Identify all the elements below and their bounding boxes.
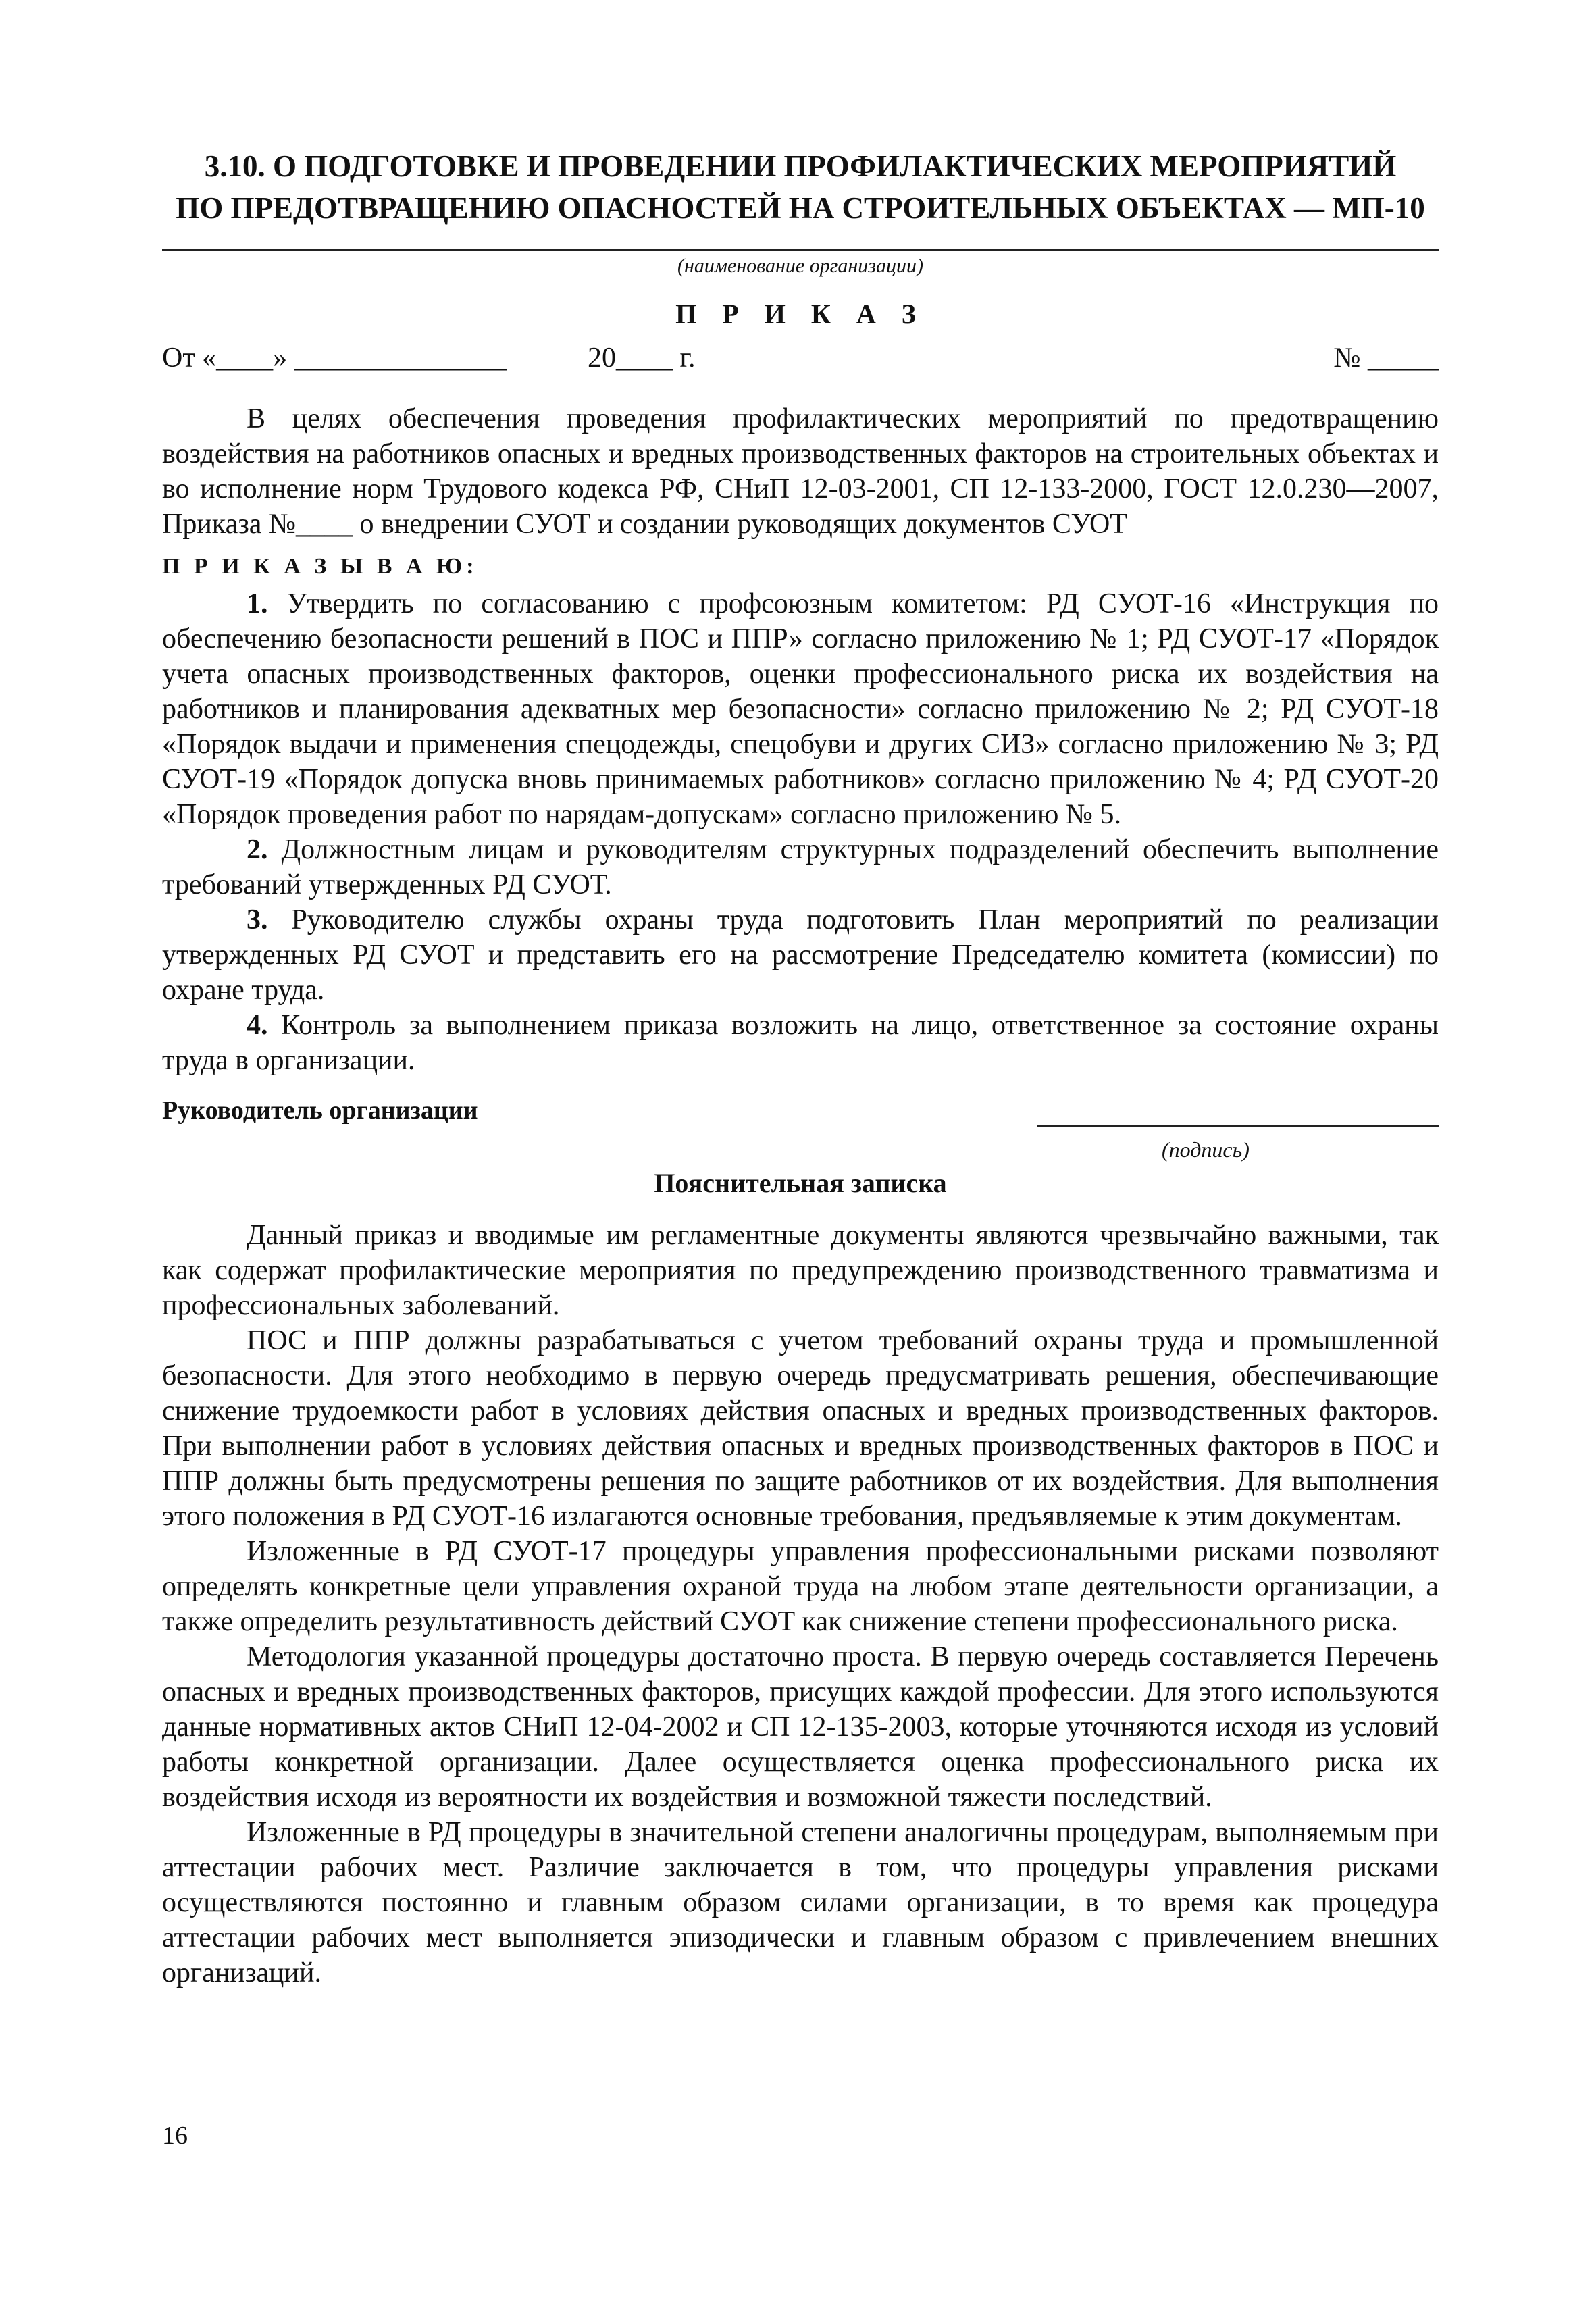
explanatory-note-body	[162, 1218, 1439, 1990]
order-number: № _____	[1333, 342, 1439, 374]
order-item	[162, 902, 1439, 1008]
order-item-text: Утвердить по согласованию с профсоюзным комитетом: РД СУОТ-16 «Инструкция по обеспечению безопасности решений в ПОС и ППР» согласно приложению № 1; РД СУОТ-17 «Порядок учета опасных производственных факторов, оценки профессионального риска их воздействия на работников и планирования адекватных мер безопасности» согласно приложению № 2; РД СУОТ-18 «Порядок выдачи и применения спецодежды, спецобуви и других СИЗ» согласно приложению № 3; РД СУОТ-19 «Порядок допуска вновь принимаемых работников» согласно приложению № 4; РД СУОТ-20 «Порядок проведения работ по нарядам-допускам» согласно приложению № 5.	[162, 588, 1439, 830]
order-item-number: 3.	[247, 904, 268, 935]
explanatory-note-title: Пояснительная записка	[654, 1168, 947, 1198]
document-title	[162, 145, 1439, 229]
organization-caption: (наименование организации)	[677, 255, 923, 277]
document-page	[162, 145, 1439, 1990]
signature-caption: (подпись)	[1162, 1137, 1250, 1162]
order-item-text: Контроль за выполнением приказа возложить на лицо, ответственное за состояние охраны труда в организации.	[162, 1010, 1439, 1076]
order-date-from: От «____» _______________	[162, 342, 507, 374]
order-date-year: 20____ г.	[588, 342, 696, 374]
order-heading: П Р И К А З	[675, 299, 925, 329]
note-paragraph: Методология указанной процедуры достаточно проста. В первую очередь составляется Перечень опасных и вредных производственных факторов, присущих каждой профессии. Для этого используются данные нормативных актов СНиП 12-04-2002 и СП 12-135-2003, которые уточняются исходя из условий работы конкретной организации. Далее осуществляется оценка профессионального риска их воздействия исходя из вероятности их воздействия и возможной тяжести последствий.	[162, 1641, 1439, 1813]
order-verb: П Р И К А З Ы В А Ю:	[162, 554, 478, 579]
order-item	[162, 586, 1439, 832]
page-number: 16	[162, 2122, 188, 2150]
order-item-number: 1.	[247, 588, 268, 619]
note-paragraph: ПОС и ППР должны разрабатываться с учетом требований охраны труда и промышленной безопасности. Для этого необходимо в первую очередь предусматривать решения, обеспечивающие снижение трудоемкости работ в условиях действия опасных и вредных производственных факторов. При выполнении работ в условиях действия опасных и вредных производственных факторов в ПОС и ППР должны быть предусмотрены решения по защите работников от их воздействия. Для выполнения этого положения в РД СУОТ-16 излагаются основные требования, предъявляемые к этим документам.	[162, 1325, 1439, 1532]
title-line-2: ПО ПРЕДОТВРАЩЕНИЮ ОПАСНОСТЕЙ НА СТРОИТЕЛЬНЫХ ОБЪЕКТАХ — МП-10	[176, 191, 1425, 225]
title-line-1: 3.10. О ПОДГОТОВКЕ И ПРОВЕДЕНИИ ПРОФИЛАКТИЧЕСКИХ МЕРОПРИЯТИЙ	[204, 149, 1397, 183]
order-item-number: 4.	[247, 1010, 268, 1041]
order-item	[162, 832, 1439, 902]
signature-line	[1037, 1125, 1439, 1127]
signature-block	[162, 1096, 1439, 1162]
order-item-text: Должностным лицам и руководителям структурных подразделений обеспечить выполнение требований утвержденных РД СУОТ.	[162, 834, 1439, 900]
order-date-row	[162, 342, 1439, 384]
note-paragraph: Изложенные в РД процедуры в значительной степени аналогичны процедурам, выполняемым при аттестации рабочих мест. Различие заключается в том, что процедуры управления рисками осуществляются постоянно и главным образом силами организации, в то время как процедура аттестации рабочих мест выполняется эпизодически и главным образом с привлечением внешних организаций.	[162, 1817, 1439, 1988]
order-item-number: 2.	[247, 834, 268, 865]
order-item-text: Руководителю службы охраны труда подготовить План мероприятий по реализации утвержденных РД СУОТ и представить его на рассмотрение Председателю комитета (комиссии) по охране труда.	[162, 904, 1439, 1006]
preamble-paragraph: В целях обеспечения проведения профилактических мероприятий по предотвращению воздействия на работников опасных и вредных производственных факторов на строительных объектах и во исполнение норм Трудового кодекса РФ, СНиП 12-03-2001, СП 12-133-2000, ГОСТ 12.0.230—2007, Приказа №____ о внедрении СУОТ и создании руководящих документов СУОТ	[162, 403, 1439, 540]
organization-name-line	[162, 249, 1439, 251]
signature-label: Руководитель организации	[162, 1096, 478, 1125]
order-item	[162, 1008, 1439, 1078]
order-items-list	[162, 586, 1439, 1078]
note-paragraph: Изложенные в РД СУОТ-17 процедуры управления профессиональными рисками позволяют определять конкретные цели управления охраной труда на любом этапе деятельности организации, а также определить результативность действий СУОТ как снижение степени профессионального риска.	[162, 1536, 1439, 1637]
note-paragraph: Данный приказ и вводимые им регламентные документы являются чрезвычайно важными, так как содержат профилактические мероприятия по предупреждению производственного травматизма и профессиональных заболеваний.	[162, 1220, 1439, 1321]
